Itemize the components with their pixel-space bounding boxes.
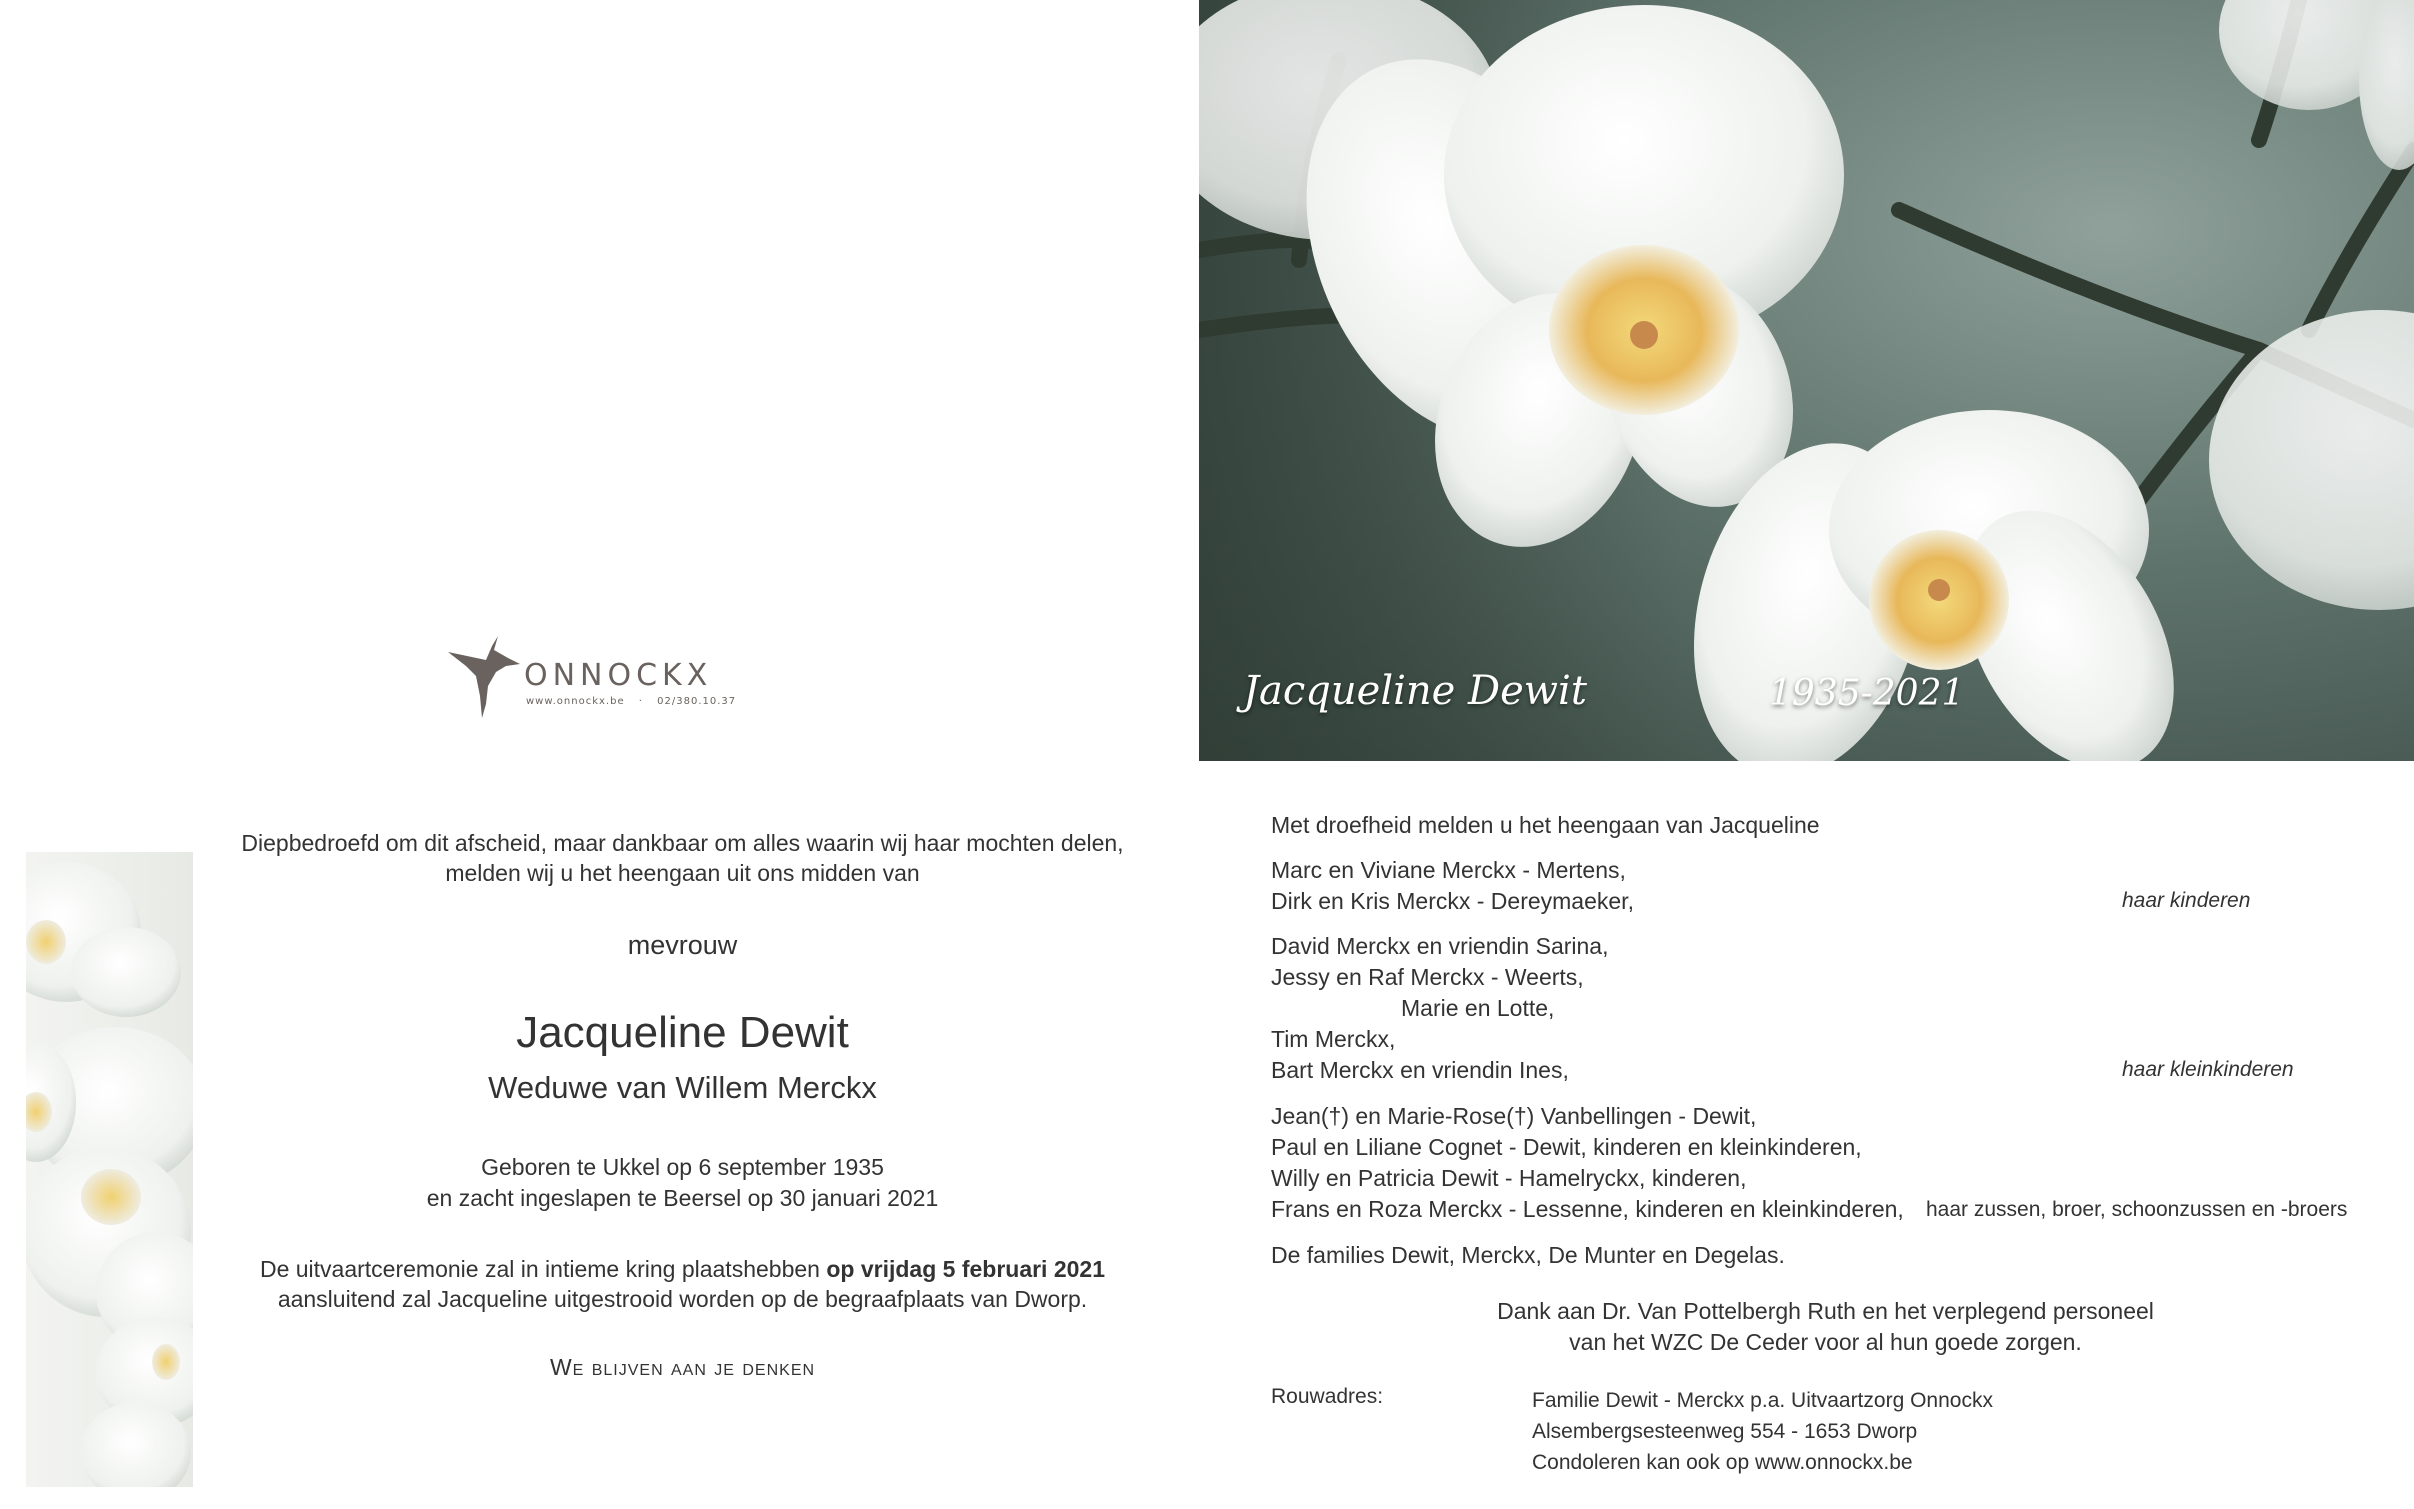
orchid-strip-image [26,852,193,1487]
thanks-line-2: van het WZC De Ceder voor al hun goede zorgen. [1569,1329,2082,1355]
widow-line: Weduwe van Willem Merckx [488,1070,877,1105]
hummingbird-icon [446,626,526,722]
title-mevrouw: mevrouw [627,930,738,960]
address-line-2: Alsembergsesteenweg 554 - 1653 Dworp [1532,1420,1918,1443]
intro-line-2: melden wij u het heengaan uit ons midden van [445,860,920,886]
intro-line-1: Diepbedroefd om dit afscheid, maar dankbaar om alles waarin wij haar mochten delen, [241,830,1124,856]
sibling-2: Paul en Liliane Cognet - Dewit, kinderen en kleinkinderen, [1271,1134,1862,1160]
born-line: Geboren te Ukkel op 6 september 1935 [481,1154,884,1180]
grandchild-1: David Merckx en vriendin Sarina, [1271,933,1609,959]
grandchild-5: Bart Merckx en vriendin Ines, [1271,1057,1569,1083]
orchid-illustration [1199,0,2414,761]
address-line-3: Condoleren kan ook op www.onnockx.be [1532,1451,1913,1474]
logo-contact: www.onnockx.be · 02/380.10.37 [526,696,737,707]
photo-years: 1935-2021 [1769,673,1965,714]
ceremony-line-1 [200,1254,1165,1284]
logo-phone: 02/380.10.37 [657,696,737,707]
ceremony-date: op vrijdag 5 februari 2021 [826,1256,1106,1282]
grandchild-4: Tim Merckx, [1271,1026,1396,1052]
child-1: Marc en Viviane Merckx - Mertens, [1271,857,1626,883]
grandchild-2: Jessy en Raf Merckx - Weerts, [1271,964,1584,990]
grandchild-3: Marie en Lotte, [1401,995,1555,1021]
orchid-photo [1199,0,2414,761]
onnockx-logo [446,626,746,722]
siblings-label: haar zussen, broer, schoonzussen en -broers [1926,1198,2348,1221]
sibling-1: Jean(†) en Marie-Rose(†) Vanbellingen - Dewit, [1271,1103,1757,1129]
sibling-3: Willy en Patricia Dewit - Hamelryckx, kinderen, [1271,1165,1747,1191]
children-label: haar kinderen [2122,889,2251,912]
ceremony-prefix: De uitvaartceremonie zal in intieme kring plaatshebben [259,1256,827,1282]
photo-name: Jacqueline Dewit [1243,668,1587,714]
orchid-strip-illustration [26,852,193,1487]
died-line: en zacht ingeslapen te Beersel op 30 januari 2021 [426,1185,939,1211]
logo-website: www.onnockx.be [526,696,625,707]
child-2: Dirk en Kris Merckx - Dereymaeker, [1271,888,1634,914]
thanks-line-1: Dank aan Dr. Van Pottelbergh Ruth en het verplegend personeel [1497,1298,2154,1324]
address-label: Rouwadres: [1271,1385,1384,1408]
address-block [1532,1385,1993,1478]
closing-line: We blijven aan je denken [549,1354,816,1380]
grandchildren-label: haar kleinkinderen [2122,1058,2294,1081]
logo-wordmark: ONNOCKX [524,658,713,693]
address-line-1: Familie Dewit - Merckx p.a. Uitvaartzorg Onnockx [1532,1389,1993,1412]
families-line: De families Dewit, Merckx, De Munter en Degelas. [1271,1242,1785,1268]
sibling-4: Frans en Roza Merckx - Lessenne, kinderen en kleinkinderen, [1271,1196,1904,1222]
ceremony-line-2: aansluitend zal Jacqueline uitgestrooid worden op de begraafplaats van Dworp. [277,1286,1088,1312]
right-intro: Met droefheid melden u het heengaan van Jacqueline [1271,812,1820,838]
deceased-name: Jacqueline Dewit [516,1008,849,1057]
